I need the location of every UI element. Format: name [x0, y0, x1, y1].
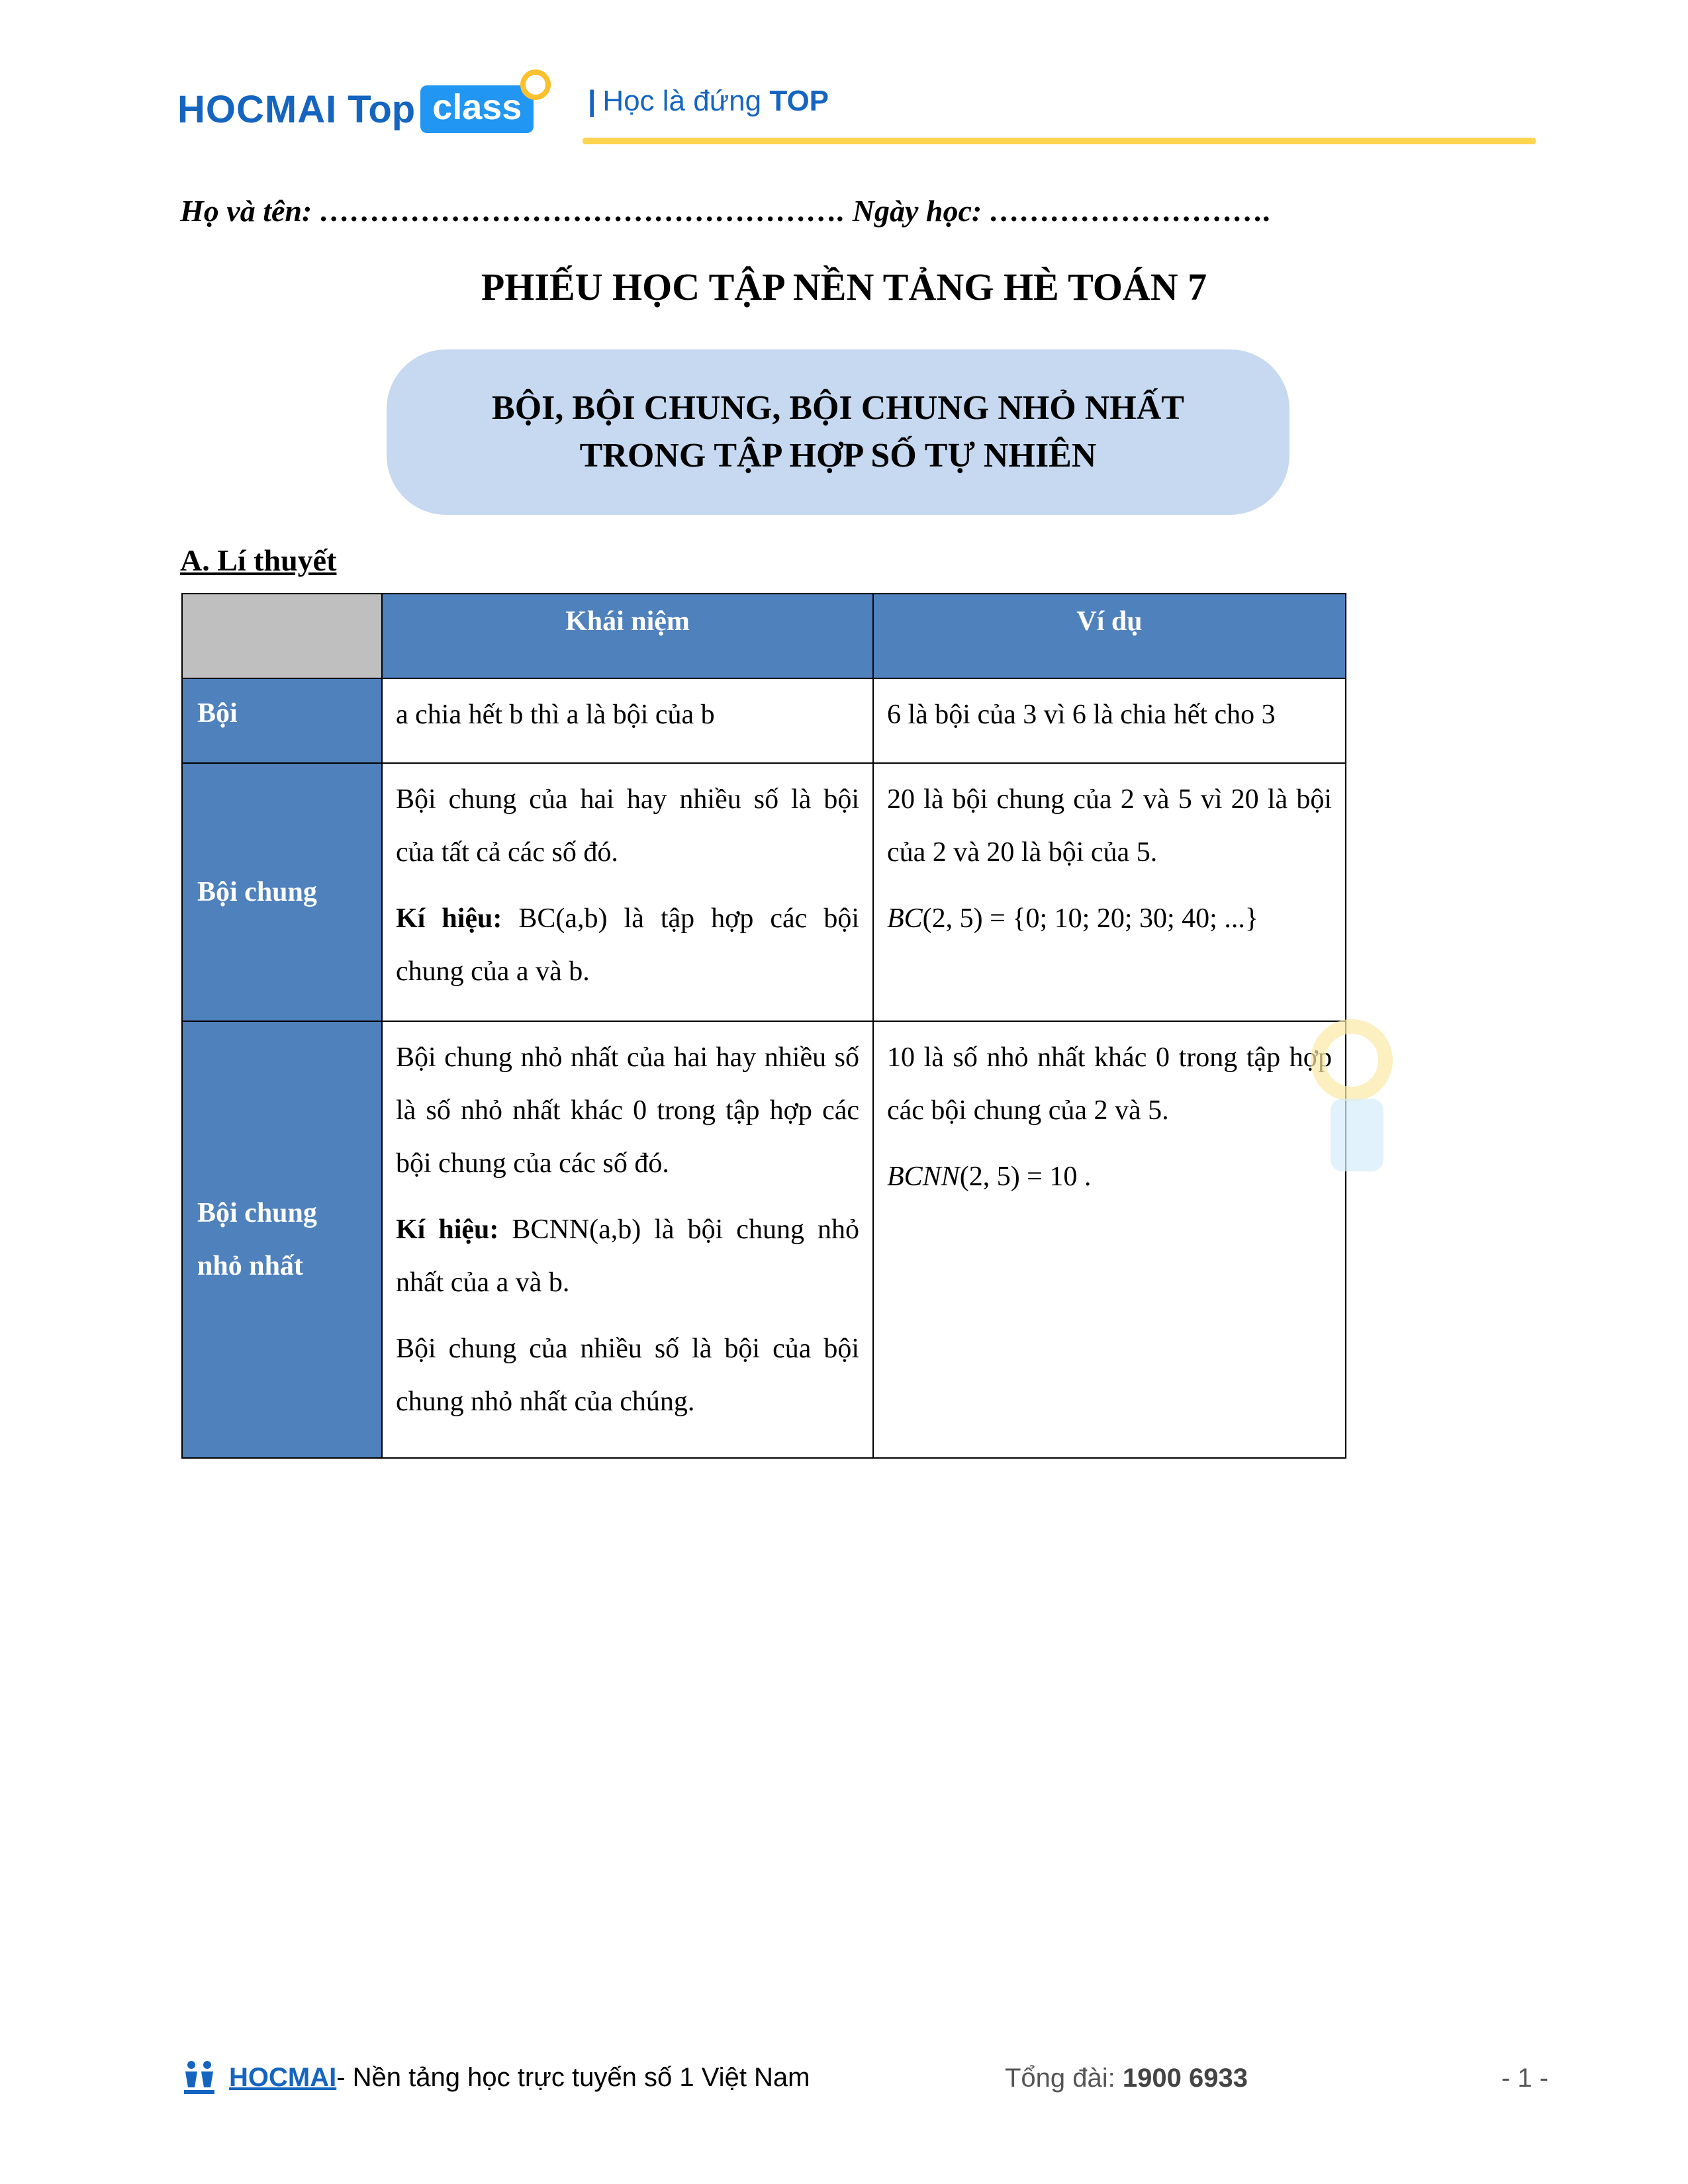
topic-banner — [387, 349, 1289, 515]
footer-brand-link[interactable]: HOCMAI — [229, 2062, 337, 2092]
theory-table — [181, 593, 1346, 1459]
row-example-boi — [873, 678, 1346, 763]
topic-line-2: TRONG TẬP HỢP SỐ TỰ NHIÊN — [579, 437, 1097, 475]
tagline-text: Học là đứng — [602, 85, 762, 117]
student-info-line: Họ và tên: ……………………………………………. Ngày học: ………………………. — [180, 194, 1272, 228]
row-concept-boi — [382, 678, 873, 763]
footer-hotline — [1005, 2064, 1248, 2093]
section-heading-a: A. Lí thuyết — [180, 543, 337, 577]
row-term-boi: Bội — [182, 678, 382, 763]
header-tagline — [588, 85, 829, 118]
example-text: 6 là bội của 3 vì 6 là chia hết cho 3 — [887, 700, 1276, 730]
example-text: 10 là số nhỏ nhất khác 0 trong tập hợp các bội chung của 2 và 5. — [887, 1042, 1332, 1126]
footer-slogan: - Nền tảng học trực tuyến số 1 Việt Nam — [336, 2062, 810, 2092]
row-term-boi-chung: Bội chung — [182, 763, 382, 1021]
logo-class-text: class — [432, 87, 522, 127]
notation-label: Kí hiệu: — [396, 1214, 499, 1245]
notation-text: BCNN(a,b) là bội chung nhỏ nhất của a và b. — [396, 1214, 859, 1298]
example-text: 20 là bội chung của 2 và 5 vì 20 là bội của 2 và 20 là bội của 5. — [887, 784, 1332, 868]
formula-rest: (2, 5) = 10 . — [959, 1161, 1092, 1192]
row-example-boi-chung — [873, 763, 1346, 1021]
table-row — [182, 763, 1346, 1021]
table-header-example: Ví dụ — [873, 594, 1346, 678]
header-divider — [583, 138, 1536, 144]
formula-name: BCNN — [887, 1161, 960, 1192]
row-concept-boi-chung — [382, 763, 873, 1021]
concept-text: a chia hết b thì a là bội của b — [396, 700, 715, 730]
table-row — [182, 678, 1346, 763]
hocmai-people-icon — [180, 2058, 218, 2097]
topic-line-1: BỘI, BỘI CHUNG, BỘI CHUNG NHỎ NHẤT — [492, 389, 1184, 427]
table-header-corner — [182, 594, 382, 678]
tagline-separator: | — [588, 85, 596, 117]
hocmai-topclass-logo — [177, 79, 534, 139]
hotline-number: 1900 6933 — [1122, 2064, 1248, 2093]
hotline-label: Tổng đài: — [1005, 2064, 1123, 2093]
table-header-concept: Khái niệm — [382, 594, 873, 678]
gear-icon — [520, 69, 551, 100]
concept-text: Bội chung nhỏ nhất của hai hay nhiều số là số nhỏ nhất khác 0 trong tập hợp các bội chung của các số đó. — [396, 1042, 859, 1179]
row-example-bcnn — [873, 1021, 1346, 1458]
example-formula — [887, 892, 1332, 945]
logo-hocmai-text: HOCMAI — [177, 87, 338, 131]
page-number: - 1 - — [1501, 2064, 1549, 2093]
concept-text: Bội chung của hai hay nhiều số là bội của tất cả các số đó. — [396, 784, 859, 868]
table-row — [182, 1021, 1346, 1458]
example-formula — [887, 1150, 1332, 1203]
page-title: PHIẾU HỌC TẬP NỀN TẢNG HÈ TOÁN 7 — [481, 265, 1207, 308]
tagline-top: TOP — [769, 85, 829, 117]
table-header-row — [182, 594, 1346, 678]
row-concept-bcnn — [382, 1021, 873, 1458]
concept-notation — [396, 892, 859, 998]
formula-rest: (2, 5) = {0; 10; 20; 30; 40; ...} — [922, 903, 1258, 934]
concept-extra: Bội chung của nhiều số là bội của bội chung nhỏ nhất của chúng. — [396, 1334, 859, 1417]
concept-notation — [396, 1203, 859, 1309]
watermark-gear-icon — [1311, 1019, 1393, 1101]
row-term-bcnn: Bội chung nhỏ nhất — [182, 1021, 382, 1458]
logo-class-badge — [420, 85, 534, 133]
notation-label: Kí hiệu: — [396, 903, 502, 934]
logo-top-text: Top — [348, 87, 416, 131]
watermark-logo-icon — [1331, 1099, 1383, 1171]
formula-name: BC — [887, 903, 923, 934]
notation-text: BC(a,b) là tập hợp các bội chung của a và b. — [396, 903, 859, 987]
footer-left — [180, 2058, 810, 2097]
